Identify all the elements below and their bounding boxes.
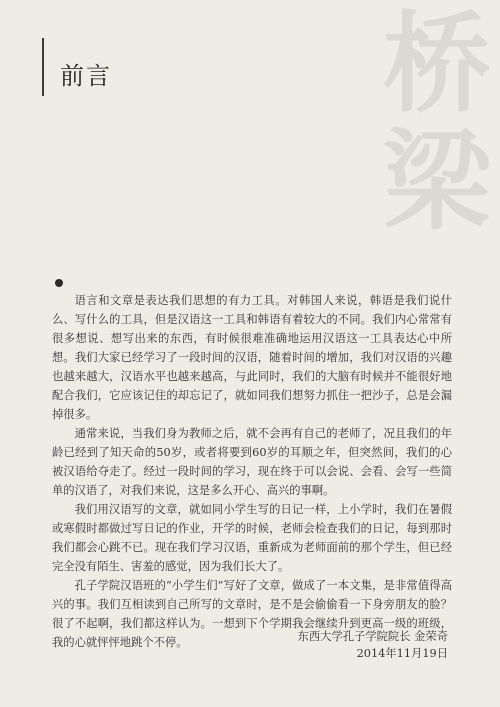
body-paragraph: 我们用汉语写的文章，就如同小学生写的日记一样，上小学时，我们在暑假或寒假时都做过写日记的作业，开学的时候，老师会检查我们的日记，每到那时我们都会心跳不已。现在我们学习汉语，重新成为老师面前的那个学生，但已经完全没有陌生、害羞的感觉，因为我们长大了。: [52, 503, 452, 573]
page-title: 前言: [60, 62, 112, 90]
body-paragraph: 通常来说，当我们身为教师之后，就不会再有自己的老师了，况且我们的年龄已经到了知天命的50岁，或者将要到60岁的耳顺之年，但突然间，我们的心被汉语给夺走了。经过一段时间的学习，现在终于可以会说、会看、会写一些简单的汉语了，对我们来说，这是多么开心、高兴的事啊。: [52, 427, 452, 497]
watermark-char-1: 桥: [382, 2, 491, 127]
body-paragraph: 孔子学院汉语班的“小学生们”写好了文章，做成了一本文集，是非常值得高兴的事。我们互相读到自己所写的文章时，是不是会偷偷看一下身旁朋友的脸？很了不起啊，我们都这样认为。一想到下个学期我会继续升到更高一级的班级，我的心就怦怦地跳个不停。: [52, 579, 452, 649]
signature-block: [298, 628, 448, 662]
watermark-text: [378, 2, 496, 245]
signature-date: 2014年11月19日: [356, 647, 448, 660]
signature-author: 东西大学孔子学院院长 金荣奇: [297, 630, 448, 643]
title-vertical-rule: [42, 38, 44, 96]
section-bullet-icon: [55, 279, 63, 287]
preface-body: [52, 291, 452, 652]
watermark-char-2: 梁: [382, 120, 491, 245]
body-paragraph: 语言和文章是表达我们思想的有力工具。对韩国人来说，韩语是我们说什么、写什么的工具，但是汉语这一工具和韩语有着较大的不同。我们内心常常有很多想说、想写出来的东西，有时候很难准确地运用汉语这一工具表达心中所想。我们大家已经学习了一段时间的汉语，随着时间的增加，我们对汉语的兴趣也越来越大，汉语水平也越来越高，与此同时，我们的大脑有时候并不能很好地配合我们，它应该记住的却忘记了，就如同我们想努力抓住一把沙子，总是会漏掉很多。: [52, 294, 452, 421]
